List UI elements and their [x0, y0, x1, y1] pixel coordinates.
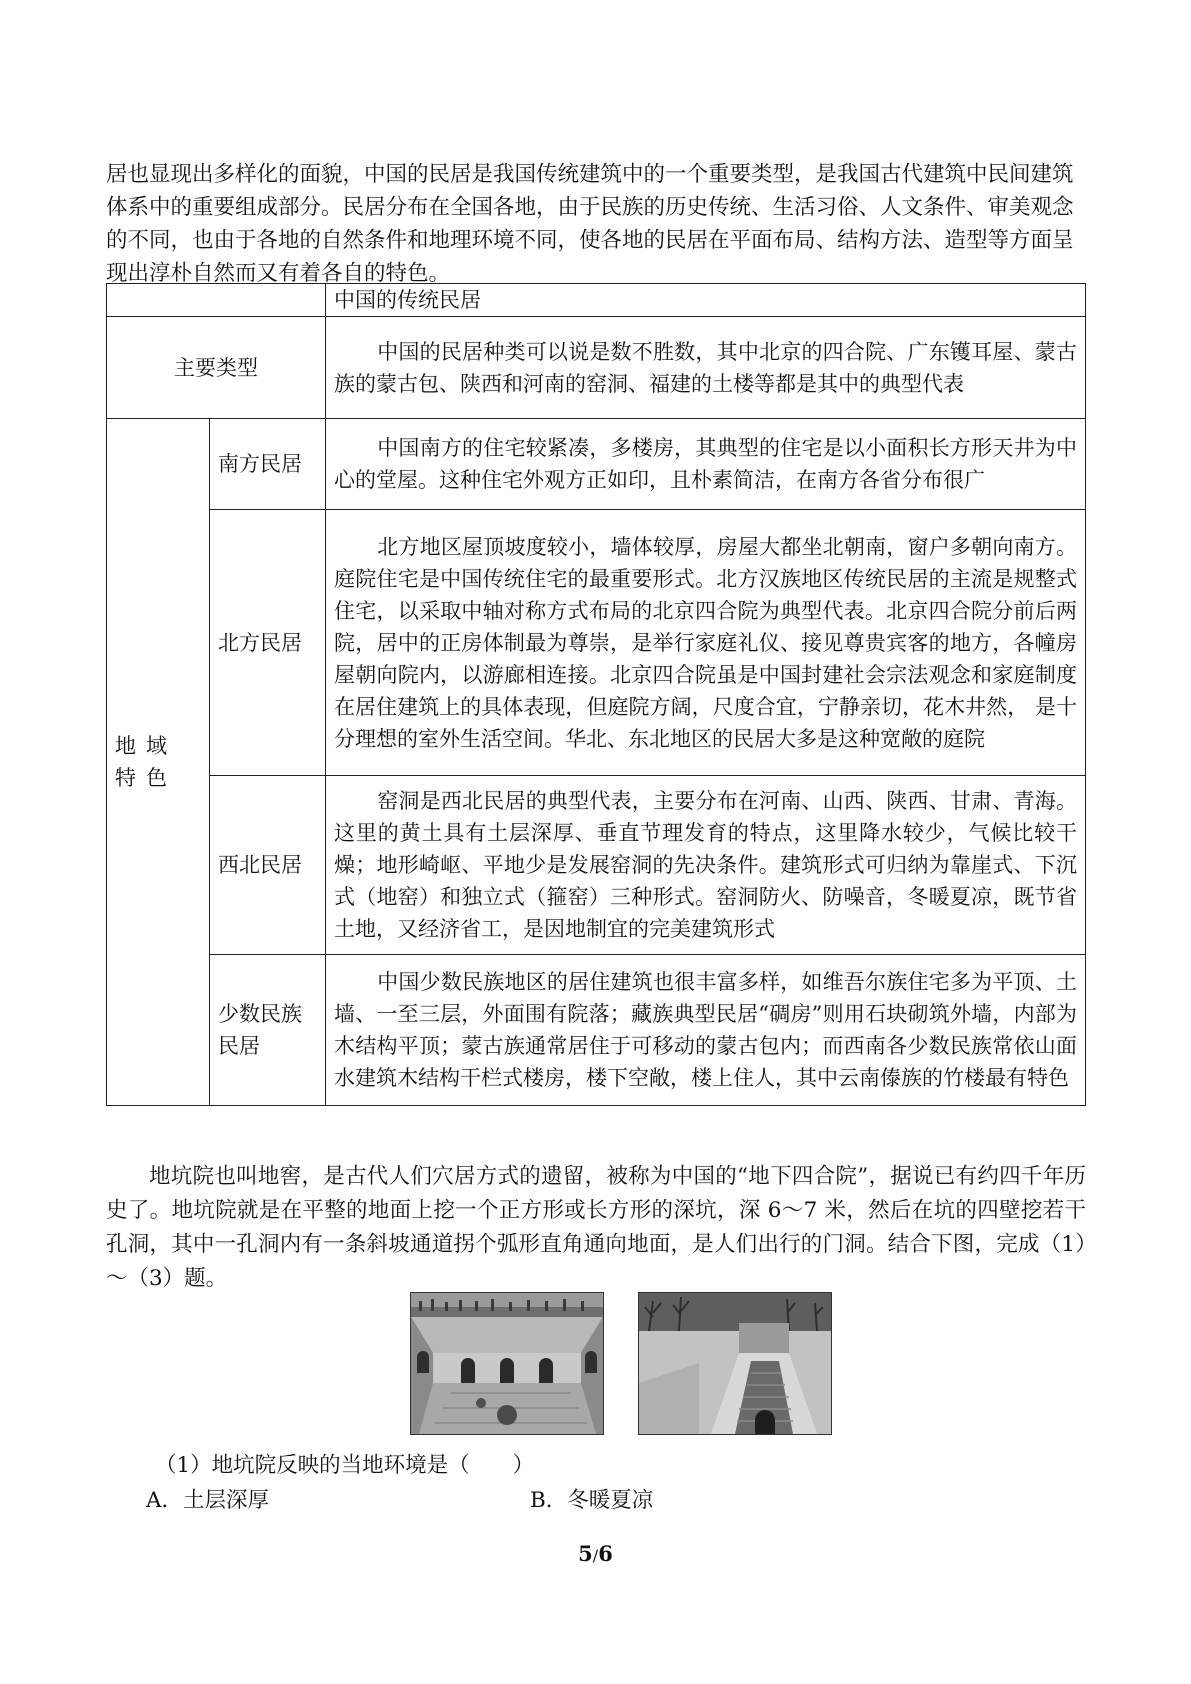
main-type-description: 中国的民居种类可以说是数不胜数，其中北京的四合院、广东镬耳屋、蒙古族的蒙古包、陕西和河南的窑洞、福建的土楼等都是其中的典型代表: [326, 317, 1086, 419]
table-row: [107, 419, 1086, 510]
row-description-north: 北方地区屋顶坡度较小，墙体较厚，房屋大都坐北朝南，窗户多朝向南方。庭院住宅是中国传统住宅的最重要形式。北方汉族地区传统民居的主流是规整式住宅，以采取中轴对称方式布局的北京四合院为典型代表。北京四合院分前后两院，居中的正房体制最为尊崇，是举行家庭礼仪、接见尊贵宾客的地方，各幢房屋朝向院内，以游廊相连接。北京四合院虽是中国封建社会宗法观念和家庭制度在居住建筑上的具体表现，但庭院方阔，尺度合宜，宁静亲切，花木井然， 是十分理想的室外生活空间。华北、东北地区的民居大多是这种宽敞的庭院: [326, 510, 1086, 776]
table-header-empty-cell: [107, 284, 326, 317]
table-header-row: [107, 284, 1086, 317]
dikengyuan-paragraph: 地坑院也叫地窖，是古代人们穴居方式的遗留，被称为中国的“地下四合院”，据说已有约四千年历史了。地坑院就是在平整的地面上挖一个正方形或长方形的深坑，深 6～7 米，然后在坑的四壁挖若干孔洞，其中一孔洞内有一条斜坡通道拐个弧形直角通向地面，是人们出行的门洞。结合下图，完成（1）～（3）题。: [106, 1164, 1086, 1291]
question-1-option-a: A．土层深厚: [146, 1488, 270, 1513]
page-current: 5: [578, 1541, 593, 1566]
page-separator: /: [592, 1546, 599, 1565]
dikengyuan-entrance-photo: [638, 1292, 832, 1435]
dikengyuan-courtyard-photo: [410, 1292, 604, 1435]
row-description-minority: 中国少数民族地区的居住建筑也很丰富多样，如维吾尔族住宅多为平顶、土墙、一至三层，外面围有院落；藏族典型民居“碉房”则用石块砌筑外墙，内部为木结构平顶；蒙古族通常居住于可移动的蒙古包内；而西南各少数民族常依山面水建筑木结构干栏式楼房，楼下空敞，楼上住人，其中云南傣族的竹楼最有特色: [326, 955, 1086, 1106]
table-row: [107, 776, 1086, 955]
row-label-minority: 少数民族民居: [210, 955, 326, 1106]
page-total: 6: [598, 1541, 613, 1566]
row-label-north: 北方民居: [210, 510, 326, 776]
row-label-northwest: 西北民居: [210, 776, 326, 955]
page-number: [0, 1541, 1191, 1566]
table-row: [107, 510, 1086, 776]
region-features-label: 地域特色: [107, 419, 210, 1106]
intro-paragraph: 居也显现出多样化的面貌，中国的民居是我国传统建筑中的一个重要类型，是我国古代建筑中民间建筑体系中的重要组成部分。民居分布在全国各地，由于民族的历史传统、生活习俗、人文条件、审美观念的不同，也由于各地的自然条件和地理环境不同，使各地的民居在平面布局、结构方法、造型等方面呈现出淳朴自然而又有着各自的特色。: [106, 162, 1074, 286]
row-description-northwest: 窑洞是西北民居的典型代表，主要分布在河南、山西、陕西、甘肃、青海。这里的黄土具有土层深厚、垂直节理发育的特点，这里降水较少，气候比较干燥；地形崎岖、平地少是发展窑洞的先决条件。建筑形式可归纳为靠崖式、下沉式（地窑）和独立式（箍窑）三种形式。窑洞防火、防噪音，冬暖夏凉，既节省土地，又经济省工，是因地制宜的完美建筑形式: [326, 776, 1086, 955]
row-label-south: 南方民居: [210, 419, 326, 510]
question-1-stem: （1）地坑院反映的当地环境是（ ）: [155, 1453, 535, 1478]
table-header-title: 中国的传统民居: [326, 284, 1086, 317]
traditional-dwellings-table: [106, 283, 1086, 1106]
question-1-option-b: B．冬暖夏凉: [530, 1488, 654, 1513]
row-description-south: 中国南方的住宅较紧凑，多楼房，其典型的住宅是以小面积长方形天井为中心的堂屋。这种住宅外观方正如印，且朴素简洁，在南方各省分布很广: [326, 419, 1086, 510]
main-type-label: 主要类型: [107, 317, 326, 419]
table-row: [107, 317, 1086, 419]
table-row: [107, 955, 1086, 1106]
